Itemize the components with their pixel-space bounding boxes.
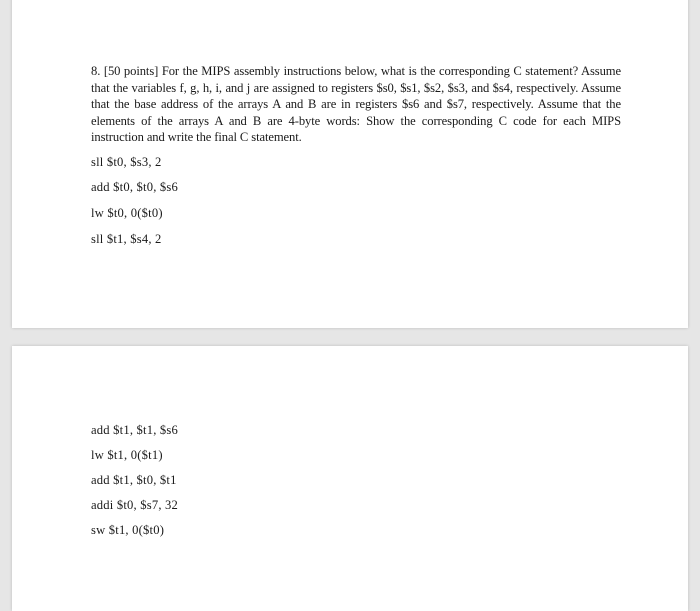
question-text: 8. [50 points] For the MIPS assembly instructions below, what is the corresponding C statement? Assume that the variables f, g, h, i, and j are assigned to registers $s0, $s1, $s2, $s3, and $s4, respectively. Assume that the base address of the arrays A and B are in registers $s6 and $s7, respectively. Assume that the elements of the arrays A and B are 4-byte words: Show the corresponding C code for each MIPS instruction and write the final C statement. [91, 64, 621, 145]
document-page-1 [12, 0, 688, 328]
mips-instruction-5: add $t1, $t1, $s6 [91, 423, 179, 437]
document-page-2 [12, 346, 688, 611]
mips-instruction-2: add $t0, $t0, $s6 [91, 180, 179, 194]
mips-instruction-8: addi $t0, $s7, 32 [91, 498, 179, 512]
mips-instruction-7: add $t1, $t0, $t1 [91, 473, 177, 487]
mips-instruction-4: sll $t1, $s4, 2 [91, 232, 162, 246]
mips-instruction-6: lw $t1, 0($t1) [91, 448, 163, 462]
mips-instruction-9: sw $t1, 0($t0) [91, 523, 165, 537]
mips-instruction-3: lw $t0, 0($t0) [91, 206, 163, 220]
mips-instruction-1: sll $t0, $s3, 2 [91, 155, 162, 169]
